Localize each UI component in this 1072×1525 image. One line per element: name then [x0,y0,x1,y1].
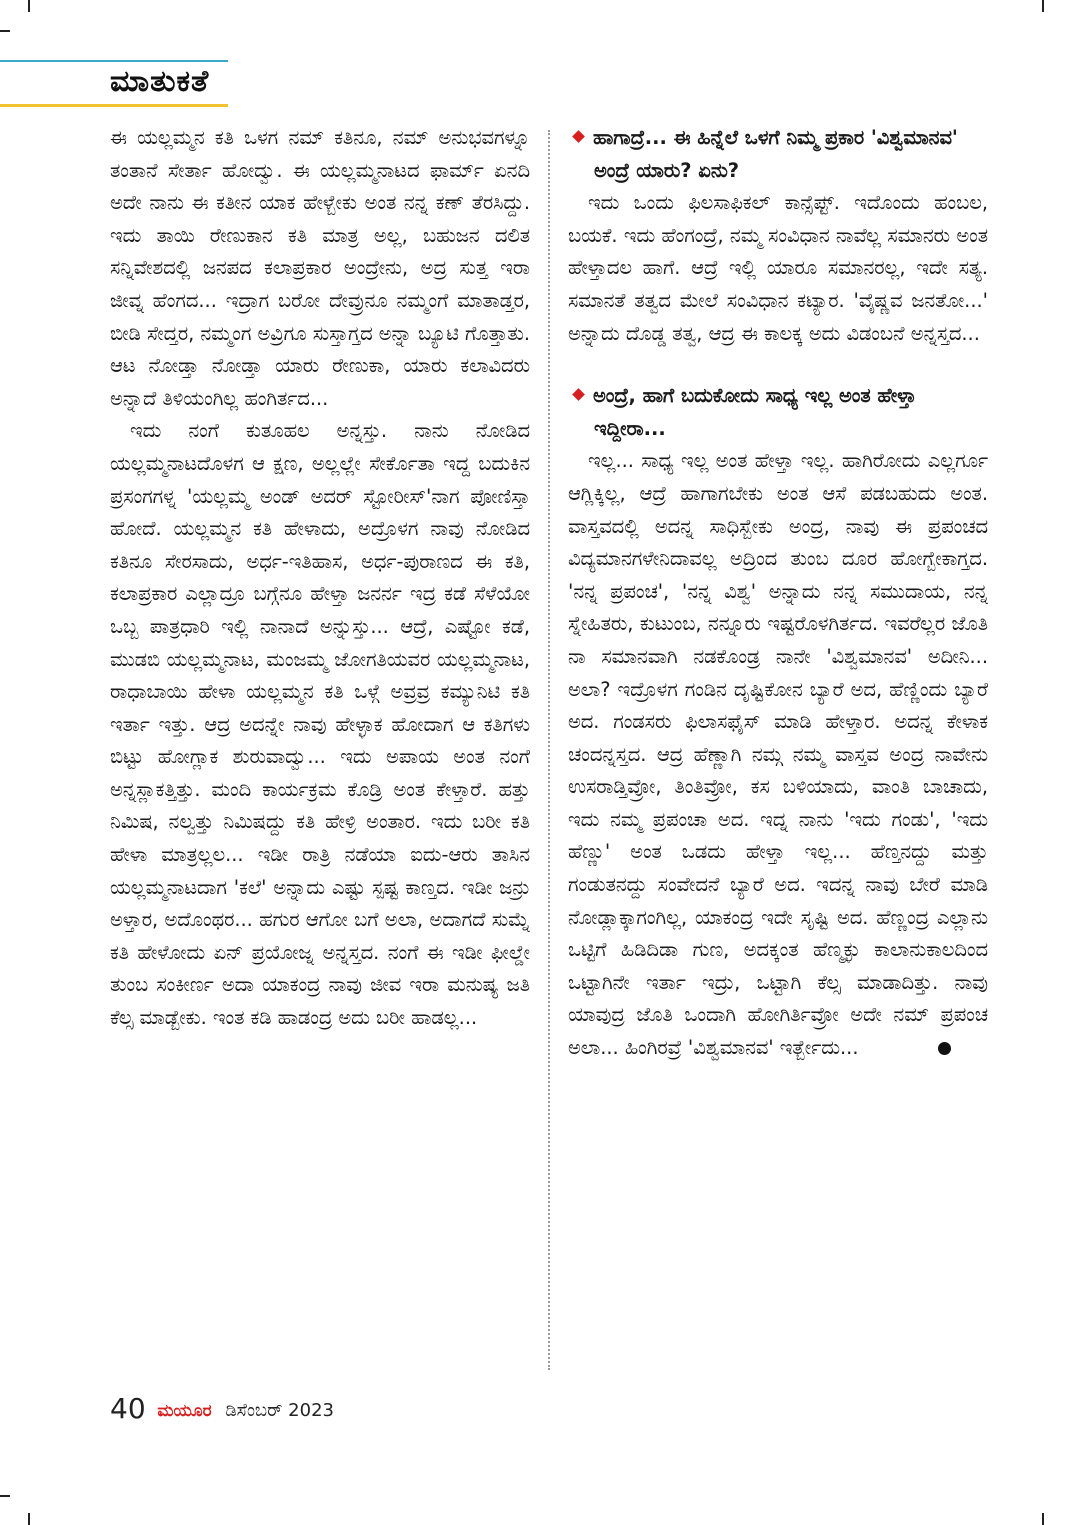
diamond-bullet-icon [572,388,585,401]
crop-mark-top-left [28,0,30,12]
crop-mark-bottom-left [28,1513,30,1525]
answer-text: ಇಲ್ಲ... ಸಾಧ್ಯ ಇಲ್ಲ ಅಂತ ಹೇಳ್ತಾ ಇಲ್ಲ. ಹಾಗಿರೋದು ಎಲ್ಲರ್ಗೂ ಆಗ್ಲಿಕ್ಕಿಲ್ಲ, ಆದ್ರೆ ಹಾಗಾಗಬೇಕು ಅಂತ ಆಸೆ ಪಡಬಹುದು ಅಂತ. ವಾಸ್ತವದಲ್ಲಿ ಅದನ್ನ ಸಾಧಿಸ್ಬೇಕು ಅಂದ್ರ, ನಾವು ಈ ಪ್ರಪಂಚದ ವಿದ್ಯಮಾನಗಳೇನಿದಾವಲ್ಲ ಅದ್ರಿಂದ ತುಂಬ ದೂರ ಹೋಗ್ಬೇಕಾಗ್ತದ. 'ನನ್ನ ಪ್ರಪಂಚ', 'ನನ್ನ ವಿಶ್ವ' ಅನ್ನಾದು ನನ್ನ ಸಮುದಾಯ, ನನ್ನ ಸ್ನೇಹಿತರು, ಕುಟುಂಬ, ನನ್ನೂರು ಇಷ್ಟರೊಳಗಿರ್ತದ. ಇವರೆಲ್ಲರ ಜೊತಿ ನಾ ಸಮಾನವಾಗಿ ನಡಕೊಂಡ್ರ ನಾನೇ 'ವಿಶ್ವಮಾನವ' ಅದೀನಿ... ಅಲಾ? ಇದ್ರೊಳಗ ಗಂಡಿನ ದೃಷ್ಟಿಕೋನ ಬ್ಯಾರೆ ಅದ, ಹೆಣ್ಣಿಂದು ಬ್ಯಾರೆ ಅದ. ಗಂಡಸರು ಫಿಲಾಸಫೈಸ್ ಮಾಡಿ ಹೇಳ್ತಾರ. ಅದನ್ನ ಕೇಳಾಕ ಚಂದನ್ನಸ್ತದ. ಆದ್ರ ಹೆಣ್ಣಾಗಿ ನಮ್ಗ ನಮ್ಮ ವಾಸ್ತವ ಅಂದ್ರ ನಾವೇನು ಉಸರಾಡ್ತಿವ್ರೋ, ತಿಂತಿವ್ರೋ, ಕಸ ಬಳಿಯಾದು, ವಾಂತಿ ಬಾಚಾದು, ಇದು ನಮ್ಮ ಪ್ರಪಂಚಾ ಅದ. ಇದ್ನ ನಾನು 'ಇದು ಗಂಡು', 'ಇದು ಹೆಣ್ಣು' ಅಂತ ಒಡದು ಹೇಳ್ತಾ ಇಲ್ಲ... ಹೆಣ್ತನದ್ದು ಮತ್ತು ಗಂಡುತನದ್ದು ಸಂವೇದನೆ ಬ್ಯಾರೆ ಅದ. ಇದನ್ನ ನಾವು ಬೇರೆ ಮಾಡಿ ನೋಡ್ಲಾಕ್ಕಾಗಂಗಿಲ್ಲ, ಯಾಕಂದ್ರ ಇದೇ ಸೃಷ್ಟಿ ಅದ. ಹೆಣ್ಣಂದ್ರ ಎಲ್ಲಾನು ಒಟ್ಟಿಗೆ ಹಿಡಿದಿಡಾ ಗುಣ, ಅದಕ್ಕಂತ ಹೆಣ್ಮಕ್ಳು ಕಾಲಾನುಕಾಲದಿಂದ ಒಟ್ಟಾಗಿನೇ ಇರ್ತಾ ಇದ್ರು, ಒಟ್ಟಾಗಿ ಕೆಲ್ಸ ಮಾಡಾದಿತ್ತು. ನಾವು ಯಾವುದ್ರ ಜೊತಿ ಒಂದಾಗಿ ಹೋಗಿರ್ತಿವ್ರೋ ಅದೇ ನಮ್ ಪ್ರಪಂಚ ಅಲಾ... ಹಿಂಗಿರವ್ರೆ 'ವಿಶ್ವಮಾನವ' ಇರ್ತ್ಬೇದು... [568,449,988,1060]
page-number: 40 [110,1392,146,1425]
question-text: ಅಂದ್ರೆ, ಹಾಗೆ ಬದುಕೋದು ಸಾಧ್ಯ ಇಲ್ಲ ಅಂತ ಹೇಳ್ತಾ ಇದ್ದೀರಾ... [593,384,917,440]
answer-2 [568,445,988,1064]
question-2 [568,380,988,445]
crop-mark-left-lower [0,1495,10,1497]
body-paragraph: ಈ ಯಲ್ಲಮ್ಮನ ಕತಿ ಒಳಗ ನಮ್ ಕತಿನೂ, ನಮ್ ಅನುಭವಗಳ್ನೂ ತಂತಾನೆ ಸೇರ್ತಾ ಹೋದ್ವು. ಈ ಯಲ್ಲಮ್ಮನಾಟದ ಫಾರ್ಮ್ ಏನದಿ ಅದೇ ನಾನು ಈ ಕತೀನ ಯಾಕ ಹೇಳ್ಬೇಕು ಅಂತ ನನ್ನ ಕಣ್ ತೆರಸಿದ್ದು. ಇದು ತಾಯಿ ರೇಣುಕಾನ ಕತಿ ಮಾತ್ರ ಅಲ್ಲ, ಬಹುಜನ ದಲಿತ ಸನ್ನಿವೇಶದಲ್ಲಿ ಜನಪದ ಕಲಾಪ್ರಕಾರ ಅಂದ್ರೇನು, ಅದ್ರ ಸುತ್ತ ಇರಾ ಜೀವ್ನ ಹೆಂಗದ... ಇದ್ರಾಗ ಬರೋ ದೇವ್ರುನೂ ನಮ್ಮಂಗೆ ಮಾತಾಡ್ತರ, ಬೀಡಿ ಸೇದ್ತರ, ನಮ್ಮಂಗ ಅವ್ರಿಗೂ ಸುಸ್ತಾಗ್ತದ ಅನ್ನಾ ಬ್ಯೂಟಿ ಗೊತ್ತಾತು. ಆಟ ನೋಡ್ತಾ ನೋಡ್ತಾ ಯಾರು ರೇಣುಕಾ, ಯಾರು ಕಲಾವಿದರು ಅನ್ನಾದೆ ತಿಳಿಯಂಗಿಲ್ಲ ಹಂಗಿರ್ತದ... [110,126,530,410]
right-column [568,122,988,1065]
end-mark-icon [938,1042,951,1055]
spacer [568,350,988,380]
section-rule-top [0,60,228,62]
left-column [110,122,530,1035]
section-rule-bottom [0,104,228,107]
body-paragraph: ಇದು ನಂಗೆ ಕುತೂಹಲ ಅನ್ನಸ್ತು. ನಾನು ನೋಡಿದ ಯಲ್ಲಮ್ಮನಾಟದೊಳಗ ಆ ಕ್ಷಣ, ಅಲ್ಲಲ್ಲೇ ಸೇರ್ಕೊತಾ ಇದ್ದ ಬದುಕಿನ ಪ್ರಸಂಗಗಳ್ನ 'ಯಲ್ಲಮ್ಮ ಅಂಡ್ ಅದರ್ ಸ್ಟೋರೀಸ್'ನಾಗ ಪೋಣಿಸ್ತಾ ಹೋದೆ. ಯಲ್ಲಮ್ಮನ ಕತಿ ಹೇಳಾದು, ಅದ್ರೊಳಗ ನಾವು ನೋಡಿದ ಕತಿನೂ ಸೇರಸಾದು, ಅರ್ಧ-ಇತಿಹಾಸ, ಅರ್ಧ-ಪುರಾಣದ ಈ ಕತಿ, ಕಲಾಪ್ರಕಾರ ಎಲ್ಲಾದ್ರೂ ಬಗ್ಗೆನೂ ಹೇಳ್ತಾ ಜನರ್ನ ಇದ್ರ ಕಡೆ ಸೆಳೆಯೋ ಒಬ್ಬ ಪಾತ್ರಧಾರಿ ಇಲ್ಲಿ ನಾನಾದೆ ಅನ್ನುಸ್ತು... ಆದ್ರೆ, ಎಷ್ಟೋ ಕಡೆ, ಮುಡಬಿ ಯಲ್ಲಮ್ಮನಾಟ, ಮಂಜಮ್ಮ ಜೋಗತಿಯವರ ಯಲ್ಲಮ್ಮನಾಟ, ರಾಧಾಬಾಯಿ ಹೇಳಾ ಯಲ್ಲಮ್ಮನ ಕತಿ ಒಳ್ಗೆ ಅವ್ರವ್ರ ಕಮ್ಯುನಿಟಿ ಕತಿ ಇರ್ತಾ ಇತ್ತು. ಆದ್ರ ಅದನ್ನೇ ನಾವು ಹೇಳ್ಳಾಕ ಹೋದಾಗ ಆ ಕತಿಗಳು ಬಿಟ್ಟು ಹೋಗ್ಲಾಕ ಶುರುವಾದ್ವು... ಇದು ಅಪಾಯ ಅಂತ ನಂಗೆ ಅನ್ನಸ್ಲಾಕತ್ತಿತ್ತು. ಮಂದಿ ಕಾರ್ಯಕ್ರಮ ಕೊಡ್ರಿ ಅಂತ ಕೇಳ್ತಾರೆ. ಹತ್ತು ನಿಮಿಷ, ನಲ್ವತ್ತು ನಿಮಿಷದ್ದು ಕತಿ ಹೇಳ್ರಿ ಅಂತಾರ. ಇದು ಬರೀ ಕತಿ ಹೇಳಾ ಮಾತ್ರಲ್ಲಲ... ಇಡೀ ರಾತ್ರಿ ನಡೆಯಾ ಐದು-ಆರು ತಾಸಿನ ಯಲ್ಲಮ್ಮನಾಟದಾಗ 'ಕಲೆ' ಅನ್ನಾದು ಎಷ್ಟು ಸ್ಪಷ್ಟ ಕಾಣ್ತದ. ಇಡೀ ಜನ್ರು ಅಳ್ತಾರ, ಅದೊಂಥರ... ಹಗುರ ಆಗೋ ಬಗೆ ಅಲಾ, ಅದಾಗದೆ ಸುಮ್ನೆ ಕತಿ ಹೇಳೋದು ಏನ್ ಪ್ರಯೋಜ್ನ ಅನ್ನಸ್ತದ. ನಂಗೆ ಈ ಇಡೀ ಫೀಲ್ಡೇ ತುಂಬ ಸಂಕೀರ್ಣ ಅದಾ ಯಾಕಂದ್ರ ನಾವು ಜೀವ ಇರಾ ಮನುಷ್ಯ ಜತಿ ಕೆಲ್ಸ ಮಾಡ್ಬೇಕು. ಇಂತ ಕಡಿ ಹಾಡಂದ್ರ ಅದು ಬರೀ ಹಾಡಲ್ಲ... [110,419,530,1030]
crop-mark-top-right [1042,0,1044,12]
section-title: ಮಾತುಕತೆ [110,64,210,99]
crop-mark-bottom-right [1042,1513,1044,1525]
answer-1: ಇದು ಒಂದು ಫಿಲಸಾಫಿಕಲ್ ಕಾನ್ಸೆಪ್ಟ್. ಇದೊಂದು ಹಂಬಲ, ಬಯಕೆ. ಇದು ಹೆಂಗಂದ್ರೆ, ನಮ್ಮ ಸಂವಿಧಾನ ನಾವೆಲ್ಲ ಸಮಾನರು ಅಂತ ಹೇಳ್ತಾದಲ ಹಾಗೆ. ಆದ್ರೆ ಇಲ್ಲಿ ಯಾರೂ ಸಮಾನರಲ್ಲ, ಇದೇ ಸತ್ಯ. ಸಮಾನತೆ ತತ್ವದ ಮೇಲೆ ಸಂವಿಧಾನ ಕಟ್ಯಾರ. 'ವೈಷ್ಣವ ಜನತೋ...' ಅನ್ನಾದು ದೊಡ್ಡ ತತ್ವ, ಆದ್ರ ಈ ಕಾಲಕ್ಕ ಅದು ವಿಡಂಬನೆ ಅನ್ನಸ್ತದ... [568,191,988,345]
page-footer [110,1392,334,1425]
issue-date: ಡಿಸೆಂಬರ್ 2023 [225,1400,334,1421]
diamond-bullet-icon [572,130,585,143]
column-divider [548,130,550,1370]
crop-mark-left-upper [0,30,10,32]
magazine-logo: ಮಯೂರ [157,1401,212,1421]
question-1 [568,122,988,187]
question-text: ಹಾಗಾದ್ರೆ... ಈ ಹಿನ್ನೆಲೆ ಒಳಗೆ ನಿಮ್ಮ ಪ್ರಕಾರ 'ವಿಶ್ವಮಾನವ' ಅಂದ್ರೆ ಯಾರು? ಏನು? [593,126,958,182]
